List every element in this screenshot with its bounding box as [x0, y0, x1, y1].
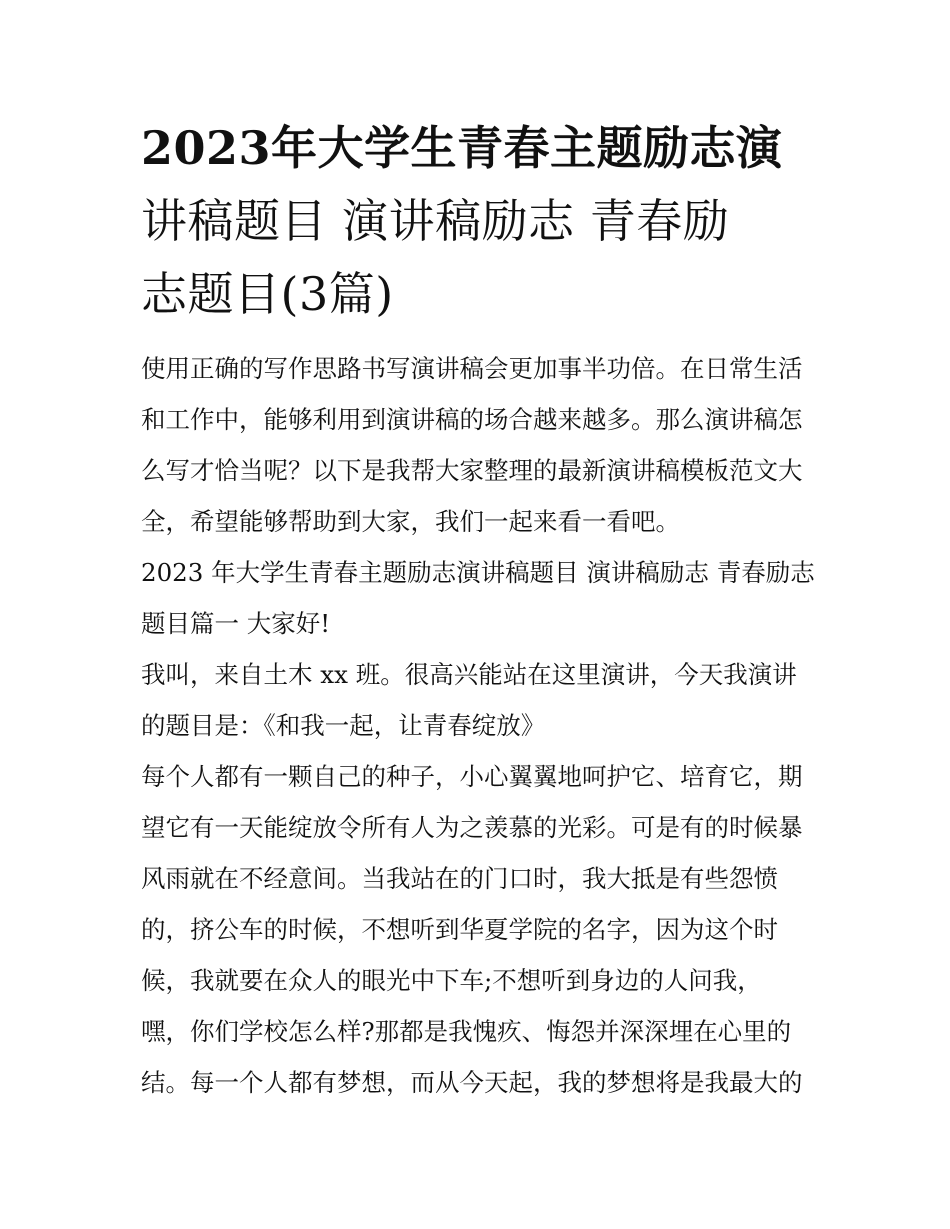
- text-line: 2023 年大学生青春主题励志演讲稿题目 演讲稿励志 青春励志: [141, 558, 815, 587]
- text-line: 每个人都有一颗自己的种子，小心翼翼地呵护它、培育它，期: [141, 762, 803, 791]
- text-line: 的题目是：《和我一起，让青春绽放》: [141, 711, 546, 740]
- section-heading-paragraph: [141, 547, 831, 649]
- body-paragraph: [141, 751, 831, 1108]
- text-line: 和工作中，能够利用到演讲稿的场合越来越多。那么演讲稿怎: [141, 405, 803, 434]
- text-line: 候，我就要在众人的眼光中下车;不想听到身边的人问我，: [141, 966, 762, 995]
- text-line: 我叫，来自土木 xx 班。很高兴能站在这里演讲，今天我演讲: [141, 660, 797, 689]
- text-line: 的，挤公车的时候，不想听到华夏学院的名字，因为这个时: [141, 915, 778, 944]
- text-line: 风雨就在不经意间。当我站在的门口时，我大抵是有些怨愤: [141, 864, 778, 893]
- title-line: 志题目(3篇): [141, 267, 394, 321]
- title-line: 2023年大学生青春主题励志演: [141, 121, 783, 175]
- document-title: [141, 112, 831, 331]
- text-line: 使用正确的写作思路书写演讲稿会更加事半功倍。在日常生活: [141, 354, 803, 383]
- text-line: 嘿，你们学校怎么样?那都是我愧疚、悔怨并深深埋在心里的: [141, 1017, 792, 1046]
- text-line: 结。每一个人都有梦想，而从今天起，我的梦想将是我最大的: [141, 1068, 803, 1097]
- self-intro-paragraph: [141, 649, 831, 751]
- title-line: 讲稿题目 演讲稿励志 青春励: [141, 194, 730, 248]
- text-line: 题目篇一 大家好!: [141, 609, 331, 638]
- text-line: 全，希望能够帮助到大家，我们一起来看一看吧。: [141, 507, 680, 536]
- text-line: 望它有一天能绽放令所有人为之羡慕的光彩。可是有的时候暴: [141, 813, 803, 842]
- document-body: [141, 112, 831, 1108]
- intro-paragraph: [141, 343, 831, 547]
- text-line: 么写才恰当呢？以下是我帮大家整理的最新演讲稿模板范文大: [141, 456, 803, 485]
